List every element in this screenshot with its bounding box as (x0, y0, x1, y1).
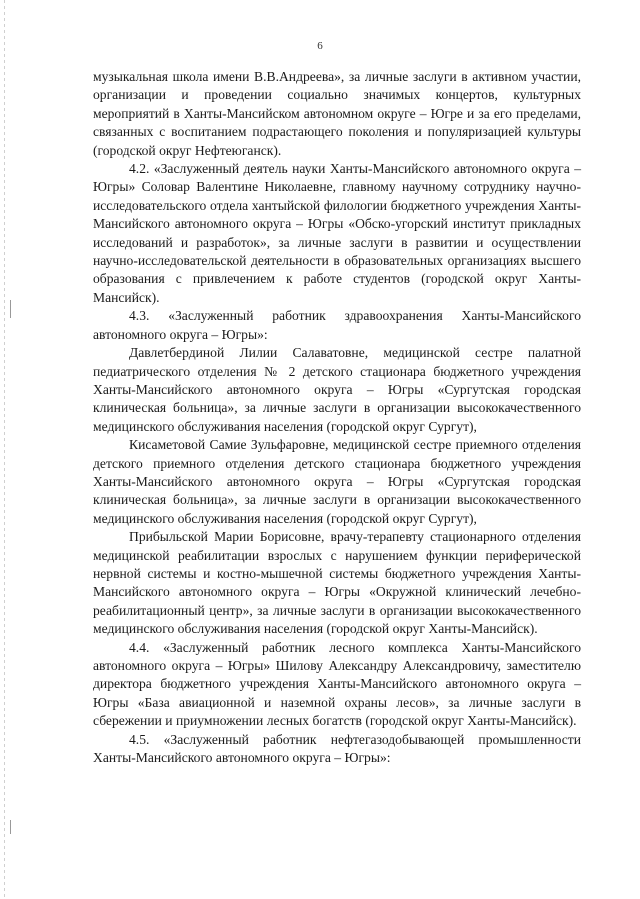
paragraph-awardee-pribylskaya: Прибыльской Марии Борисовне, врачу-терапевту стационарного отделения медицинской реабилитации взрослых с нарушением функции периферической нервной системы и костно-мышечной системы бюджетного учреждения Ханты-Мансийского автономного округа – Югры «Окружной клинический лечебно-реабилитационный центр», за личные заслуги в организации высококачественного медицинского обслуживания населения (городской округ Ханты-Мансийск). (93, 529, 581, 637)
scan-mark (10, 300, 11, 318)
paragraph-awardee-davletberdina: Давлетбердиной Лилии Салаватовне, медицинской сестре палатной педиатрического отделения № 2 детского стационара бюджетного учреждения Ханты-Мансийского автономного округа – Югры «Сургутская городская клиническая больница», за личные заслуги в организации высококачественного медицинского обслуживания населения (городской округ Сургут), (93, 345, 581, 434)
paragraph-awardee-kisametova: Кисаметовой Самие Зульфаровне, медицинской сестре приемного отделения детского приемного отделения детского стационара бюджетного учреждения Ханты-Мансийского автономного округа – Югры «Сургутская городская клиническая больница», за личные заслуги в организации высококачественного медицинского обслуживания населения (городской округ Сургут), (93, 437, 581, 526)
paragraph-item-4-5: 4.5. «Заслуженный работник нефтегазодобывающей промышленности Ханты-Мансийского автономного округа – Югры»: (93, 731, 581, 766)
paragraph-item-4-2: 4.2. «Заслуженный деятель науки Ханты-Мансийского автономного округа – Югры» Соловар Валентине Николаевне, главному научному сотруднику научно-исследовательского отдела хантыйской филологии бюджетного учреждения Ханты-Мансийского автономного округа – Югры «Обско-угорский институт прикладных исследований и разработок», за личные заслуги в развитии и осуществлении научно-исследовательской деятельности в образовательных организациях высшего образования с привлечением к работе студентов (городской округ Ханты-Мансийск). (93, 161, 581, 305)
scan-mark (10, 820, 11, 834)
document-body (93, 68, 581, 767)
page-number: 6 (317, 40, 323, 52)
paragraph-item-4-4: 4.4. «Заслуженный работник лесного комплекса Ханты-Мансийского автономного округа – Югры» Шилову Александру Александровичу, заместителю директора бюджетного учреждения Ханты-Мансийского автономного округа – Югры «База авиационной и наземной охраны лесов», за личные заслуги в сбережении и приумножении лесных богатств (городской округ Ханты-Мансийск). (93, 639, 581, 729)
paragraph-continuation: музыкальная школа имени В.В.Андреева», за личные заслуги в активном участии, организации и проведении социально значимых концертов, культурных мероприятий в Ханты-Мансийском автономном округе – Югре и за его пределами, связанных с воспитанием подрастающего поколения и популяризацией культуры (городской округ Нефтеюганск). (93, 69, 581, 158)
paragraph-item-4-3: 4.3. «Заслуженный работник здравоохранения Ханты-Мансийского автономного округа – Югры»: (93, 308, 581, 342)
scan-edge-line (4, 0, 5, 899)
